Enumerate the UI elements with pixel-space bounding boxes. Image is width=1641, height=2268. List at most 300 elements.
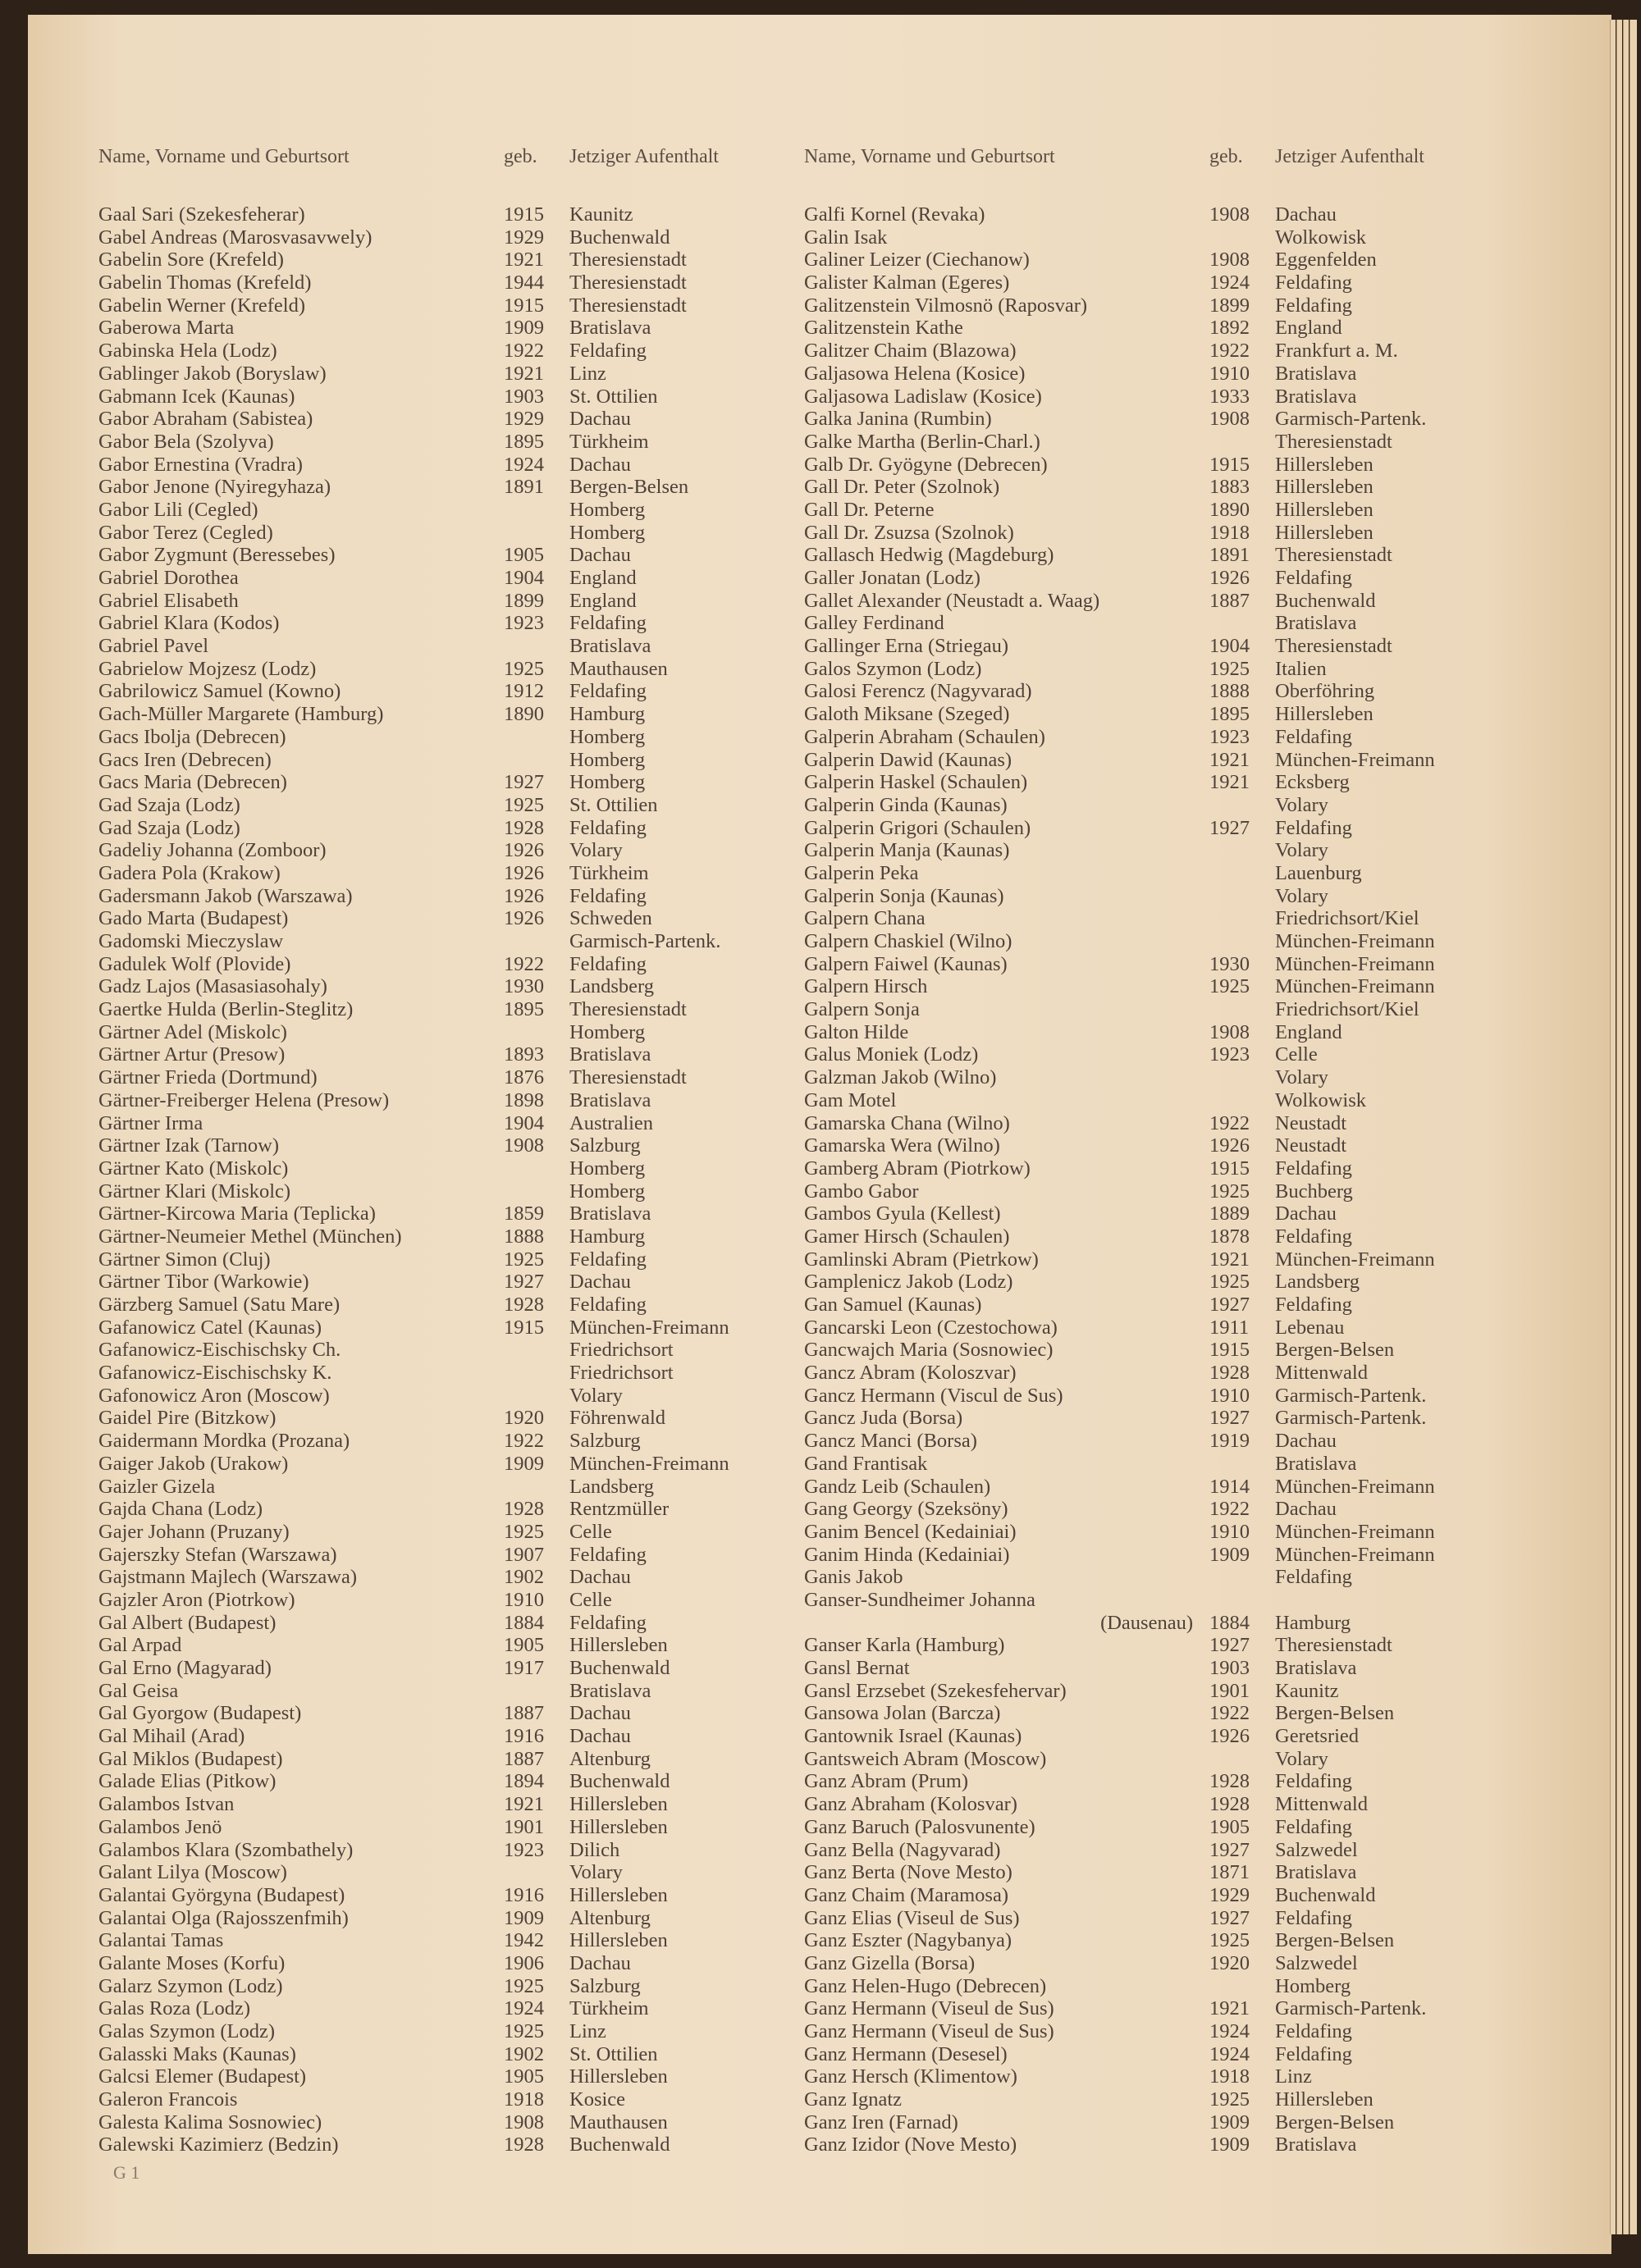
entry-residence: Mauthausen (569, 2111, 668, 2133)
entry-name: Galosi Ferencz (Nagyvarad) (804, 680, 1032, 703)
entry-birth-year: 1915 (1209, 1339, 1250, 1362)
table-row (98, 612, 820, 635)
entry-residence: Bergen-Belsen (1275, 1339, 1395, 1362)
entry-name: Galperin Ginda (Kaunas) (804, 793, 1008, 816)
entry-birth-year: 1906 (504, 1951, 544, 1974)
entry-residence: Landsberg (569, 975, 654, 998)
entry-name: Ganz Iren (Farnad) (804, 2111, 958, 2133)
table-row (804, 1566, 1526, 1589)
entry-residence: Homberg (569, 1157, 646, 1180)
entry-birth-year: 1926 (504, 884, 544, 907)
entry-residence: Feldafing (1275, 294, 1352, 317)
entry-birth-year: 1914 (1209, 1475, 1250, 1498)
table-row (804, 1816, 1526, 1839)
entry-residence: Salzwedel (1275, 1951, 1358, 1974)
entry-residence: Dachau (1275, 1430, 1337, 1453)
entry-name: Gabrielow Mojzesz (Lodz) (98, 657, 317, 680)
entry-birth-year: 1925 (1209, 1271, 1250, 1294)
entry-name: Gansowa Jolan (Barcza) (804, 1702, 1001, 1725)
entry-birth-year: 1916 (504, 1883, 544, 1906)
entry-residence: Bratislava (569, 1088, 651, 1111)
table-row (98, 1907, 820, 1930)
table-row (804, 839, 1526, 862)
entry-name: Ganz Abraham (Kolosvar) (804, 1793, 1017, 1816)
entry-name: Gabor Lili (Cegled) (98, 498, 258, 521)
table-row (804, 635, 1526, 658)
entry-name: Ganser-Sundheimer Johanna (804, 1588, 1035, 1611)
table-row (804, 680, 1526, 703)
table-row (98, 1816, 820, 1839)
entry-birth-year: 1928 (504, 1498, 544, 1521)
entry-residence: Celle (1275, 1043, 1318, 1066)
table-row (98, 1975, 820, 1998)
entry-name: Ganz Elias (Viseul de Sus) (804, 1906, 1020, 1929)
entry-name: Gajzler Aron (Piotrkow) (98, 1588, 295, 1611)
entry-birth-year: 1908 (504, 1134, 544, 1157)
entry-residence: Landsberg (569, 1475, 654, 1498)
entry-birth-year: 1922 (504, 952, 544, 975)
entry-name: Gal Erno (Magyarad) (98, 1657, 272, 1679)
entry-residence: Bergen-Belsen (1275, 1929, 1395, 1952)
entry-birth-year: 1928 (1209, 1770, 1250, 1793)
entry-residence: Theresienstadt (1275, 635, 1392, 658)
table-row (98, 1112, 820, 1135)
entry-birth-year: 1925 (504, 1248, 544, 1271)
entry-residence: Kaunitz (569, 203, 633, 226)
entry-residence: Feldafing (1275, 1815, 1352, 1838)
entry-birth-year: 1892 (1209, 317, 1250, 340)
entry-birth-year: 1924 (1209, 272, 1250, 294)
entry-residence: Bergen-Belsen (1275, 2111, 1395, 2133)
header-name: Name, Vorname und Geburtsort (98, 146, 350, 167)
entry-birth-year: 1908 (1209, 408, 1250, 431)
entry-residence: Feldafing (1275, 272, 1352, 294)
table-row (804, 1770, 1526, 1793)
entry-name: Galewski Kazimierz (Bedzin) (98, 2133, 339, 2156)
entry-birth-year: 1910 (1209, 1520, 1250, 1543)
table-row (804, 771, 1526, 794)
entry-residence: Altenburg (569, 1906, 651, 1929)
entry-birth-year: 1908 (504, 2111, 544, 2133)
table-row (98, 1521, 820, 1544)
entry-birth-year: 1902 (504, 2042, 544, 2065)
entry-birth-year: 1927 (504, 771, 544, 794)
entry-residence: Hillersleben (1275, 521, 1374, 544)
entry-birth-year: 1927 (1209, 1838, 1250, 1861)
entry-birth-year: 1898 (504, 1088, 544, 1111)
entry-name: Gadeliy Johanna (Zomboor) (98, 839, 327, 862)
entry-name: Galjasowa Ladislaw (Kosice) (804, 385, 1042, 408)
table-row (98, 1476, 820, 1499)
entry-residence: Feldafing (569, 1248, 647, 1271)
entry-birth-year: 1933 (1209, 385, 1250, 408)
entry-residence: Hillersleben (1275, 453, 1374, 476)
entry-residence: Friedrichsort/Kiel (1275, 907, 1419, 930)
table-row (98, 1021, 820, 1044)
entry-residence: Feldafing (569, 1543, 647, 1566)
entry-residence: Altenburg (569, 1747, 651, 1770)
table-row (98, 522, 820, 545)
entry-birth-year: 1928 (504, 816, 544, 839)
table-row (98, 817, 820, 840)
entry-name: Gabmann Icek (Kaunas) (98, 385, 295, 408)
entry-residence: Hillersleben (1275, 2088, 1374, 2111)
table-row (804, 2065, 1526, 2088)
table-row (804, 1248, 1526, 1271)
entry-name: Gand Frantisak (804, 1452, 928, 1475)
entry-residence: Dachau (569, 1271, 631, 1294)
entry-name: Gafanowicz-Eischischsky Ch. (98, 1339, 341, 1362)
entry-name: Galpern Hirsch (804, 975, 928, 998)
header-born: geb. (504, 146, 537, 167)
entry-name: Galperin Dawid (Kaunas) (804, 748, 1012, 771)
document-page (28, 15, 1611, 2254)
table-row (98, 1861, 820, 1884)
entry-list (804, 203, 1526, 2156)
entry-birth-year: 1910 (1209, 1384, 1250, 1407)
entry-residence: Türkheim (569, 1997, 649, 2020)
entry-name: Gafanowicz Catel (Kaunas) (98, 1316, 322, 1339)
entry-birth-year: 1910 (504, 1588, 544, 1611)
entry-name: Gafonowicz Aron (Moscow) (98, 1384, 330, 1407)
entry-name: Gad Szaja (Lodz) (98, 816, 240, 839)
entry-residence: Hamburg (569, 1225, 646, 1248)
entry-residence: Celle (569, 1520, 612, 1543)
entry-name: Gabelin Werner (Krefeld) (98, 294, 305, 317)
table-row (804, 203, 1526, 226)
entry-residence: Feldafing (569, 952, 647, 975)
entry-birth-year: 1895 (504, 998, 544, 1021)
table-row (804, 1975, 1526, 1998)
table-row (804, 1929, 1526, 1952)
entry-residence: Feldafing (1275, 2020, 1352, 2042)
entry-birth-year: 1925 (504, 1520, 544, 1543)
entry-name: Galka Janina (Rumbin) (804, 408, 992, 431)
entry-name: Gärtner Klari (Miskolc) (98, 1180, 291, 1202)
entry-name: Ganis Jakob (804, 1566, 903, 1589)
table-row (804, 499, 1526, 522)
table-row (804, 1271, 1526, 1294)
entry-name: Galzman Jakob (Wilno) (804, 1066, 997, 1089)
entry-residence: Feldafing (569, 884, 647, 907)
table-row (804, 726, 1526, 749)
entry-name: Gambo Gabor (804, 1180, 919, 1202)
table-row (804, 1884, 1526, 1907)
entry-birth-year: 1904 (504, 567, 544, 589)
entry-residence: Bratislava (569, 1202, 651, 1225)
entry-birth-year: 1927 (1209, 1407, 1250, 1430)
entry-name: Gamarska Wera (Wilno) (804, 1134, 1000, 1157)
entry-residence: Kaunitz (1275, 1679, 1339, 1702)
header-residence: Jetziger Aufenthalt (569, 146, 719, 167)
entry-birth-year: 1909 (504, 1452, 544, 1475)
entry-name: Galante Moses (Korfu) (98, 1951, 286, 1974)
table-row (804, 975, 1526, 998)
entry-name: Galiner Leizer (Ciechanow) (804, 249, 1030, 272)
entry-birth-year: 1928 (1209, 1362, 1250, 1385)
entry-residence: England (1275, 317, 1342, 340)
entry-name: Gabor Abraham (Sabistea) (98, 408, 313, 431)
table-row (98, 1157, 820, 1180)
entry-name: Gärzberg Samuel (Satu Mare) (98, 1294, 341, 1316)
entry-residence: München-Freimann (569, 1316, 729, 1339)
entry-residence: Hillersleben (569, 2065, 668, 2088)
entry-birth-year: 1925 (504, 2020, 544, 2042)
table-row (98, 340, 820, 363)
table-row (804, 998, 1526, 1021)
entry-residence: Buchenwald (569, 1657, 670, 1679)
entry-residence: Dachau (569, 1951, 631, 1974)
entry-name: Gadulek Wolf (Plovide) (98, 952, 291, 975)
table-row (98, 839, 820, 862)
entry-name: Galperin Sonja (Kaunas) (804, 884, 1004, 907)
entry-name: Gall Dr. Peter (Szolnok) (804, 476, 1000, 499)
entry-name: Galambos Klara (Szombathely) (98, 1838, 354, 1861)
entry-residence: Feldafing (569, 1611, 647, 1634)
entry-birth-year: 1909 (504, 317, 544, 340)
entry-residence: Volary (569, 839, 623, 862)
table-row (804, 907, 1526, 930)
entry-birth-year: 1921 (1209, 748, 1250, 771)
entry-residence: München-Freimann (1275, 930, 1435, 952)
header-born: geb. (1209, 146, 1243, 167)
entry-birth-year: 1895 (1209, 703, 1250, 726)
entry-name: Gal Gyorgow (Budapest) (98, 1702, 302, 1725)
entry-name: Gabriel Dorothea (98, 567, 239, 589)
table-row (98, 1702, 820, 1725)
entry-birth-year: 1891 (1209, 544, 1250, 567)
entry-name: Ganz Hermann (Desesel) (804, 2042, 1008, 2065)
entry-name: Galos Szymon (Lodz) (804, 657, 982, 680)
entry-birth-year: 1893 (504, 1043, 544, 1066)
entry-name: Galantai Györgyna (Budapest) (98, 1883, 345, 1906)
entry-name: Gach-Müller Margarete (Hamburg) (98, 703, 384, 726)
entry-name: Gaberowa Marta (98, 317, 235, 340)
table-row (98, 1997, 820, 2020)
entry-name: Gärtner Irma (98, 1111, 203, 1134)
table-row (98, 1202, 820, 1225)
entry-name: Gamberg Abram (Piotrkow) (804, 1157, 1031, 1180)
table-row (804, 1839, 1526, 1862)
entry-birth-year: 1924 (1209, 2020, 1250, 2042)
entry-residence: Dachau (569, 544, 631, 567)
entry-birth-year: 1887 (504, 1702, 544, 1725)
entry-birth-year: 1925 (1209, 1180, 1250, 1202)
entry-birth-year: 1905 (504, 544, 544, 567)
entry-birth-year: 1878 (1209, 1225, 1250, 1248)
entry-birth-year: 1929 (504, 226, 544, 249)
entry-residence: München-Freimann (1275, 1475, 1435, 1498)
entry-name: Galas Roza (Lodz) (98, 1997, 251, 2020)
entry-name: Gambos Gyula (Kellest) (804, 1202, 1001, 1225)
entry-birth-year: 1907 (504, 1543, 544, 1566)
entry-name: Gantownik Israel (Kaunas) (804, 1725, 1022, 1748)
entry-residence: Türkheim (569, 861, 649, 884)
entry-birth-year: 1887 (1209, 589, 1250, 612)
entry-birth-year: 1901 (504, 1815, 544, 1838)
table-row (804, 1793, 1526, 1816)
table-row (98, 930, 820, 953)
entry-residence: Linz (569, 362, 606, 385)
entry-birth-year: 1895 (504, 430, 544, 453)
entry-birth-year: 1890 (1209, 498, 1250, 521)
table-row (98, 249, 820, 272)
entry-birth-year: 1923 (504, 612, 544, 635)
entry-residence: Bergen-Belsen (1275, 1702, 1395, 1725)
entry-birth-year: 1923 (1209, 1043, 1250, 1066)
table-row (804, 1202, 1526, 1225)
entry-residence: Homberg (569, 771, 646, 794)
entry-birth-year: 1921 (1209, 771, 1250, 794)
entry-residence: Bratislava (569, 635, 651, 658)
entry-birth-year: 1884 (1209, 1611, 1250, 1634)
entry-residence: Bergen-Belsen (569, 476, 689, 499)
entry-birth-year: 1926 (504, 907, 544, 930)
table-row (98, 1248, 820, 1271)
entry-birth-year: 1922 (1209, 1702, 1250, 1725)
table-row (98, 2065, 820, 2088)
entry-name: Galambos Jenö (98, 1815, 222, 1838)
entry-birth-year: 1911 (1209, 1316, 1250, 1339)
entry-name: Gal Arpad (98, 1634, 182, 1657)
entry-birth-year: 1915 (1209, 1157, 1250, 1180)
entry-name: Galoth Miksane (Szeged) (804, 703, 1010, 726)
entry-name: Ganz Hermann (Viseul de Sus) (804, 2020, 1054, 2042)
table-row (804, 1544, 1526, 1567)
entry-residence: Dilich (569, 1838, 620, 1861)
entry-birth-year: 1908 (1209, 1020, 1250, 1043)
entry-name: Gärtner Artur (Presow) (98, 1043, 286, 1066)
entry-birth-year: 1918 (1209, 2065, 1250, 2088)
table-row (804, 1134, 1526, 1157)
entry-name: Ganser Karla (Hamburg) (804, 1634, 1005, 1657)
entry-birth-year: 1903 (1209, 1657, 1250, 1679)
entry-residence: Celle (569, 1588, 612, 1611)
table-row (98, 680, 820, 703)
table-row (98, 363, 820, 386)
entry-residence: England (569, 589, 637, 612)
entry-residence: Feldafing (569, 612, 647, 635)
table-row (804, 1453, 1526, 1476)
table-row (98, 1884, 820, 1907)
entry-name: Galade Elias (Pitkow) (98, 1770, 277, 1793)
entry-residence: Bratislava (569, 1679, 651, 1702)
entry-birth-year: 1923 (504, 1838, 544, 1861)
entry-birth-year: 1923 (1209, 725, 1250, 748)
table-row (804, 294, 1526, 317)
table-row (804, 272, 1526, 294)
entry-residence: Feldafing (1275, 2042, 1352, 2065)
entry-residence: Feldafing (569, 680, 647, 703)
entry-name: Gamplenicz Jakob (Lodz) (804, 1271, 1013, 1294)
entry-birth-year: 1944 (504, 272, 544, 294)
entry-residence: Feldafing (569, 816, 647, 839)
entry-name: Gaertke Hulda (Berlin-Steglitz) (98, 998, 354, 1021)
entry-birth-year: 1929 (504, 408, 544, 431)
entry-name: Galperin Manja (Kaunas) (804, 839, 1010, 862)
entry-birth-year: 1910 (1209, 362, 1250, 385)
entry-residence: Volary (1275, 1747, 1328, 1770)
entry-birth-year: 1909 (1209, 1543, 1250, 1566)
entry-residence: Homberg (569, 725, 646, 748)
entry-residence: Buchenwald (569, 2133, 670, 2156)
entry-birth-year: 1927 (1209, 1634, 1250, 1657)
entry-birth-year: 1921 (504, 249, 544, 272)
table-row (98, 2133, 820, 2156)
table-row (804, 1748, 1526, 1771)
entry-birth-year: 1904 (1209, 635, 1250, 658)
entry-residence: St. Ottilien (569, 385, 658, 408)
table-row (804, 1385, 1526, 1408)
table-row (98, 1748, 820, 1771)
entry-name: Gansl Bernat (804, 1657, 910, 1679)
table-row (804, 2133, 1526, 2156)
entry-birth-year: 1909 (1209, 2111, 1250, 2133)
page-edge (1610, 20, 1616, 2234)
entry-name: Galesta Kalima Sosnowiec) (98, 2111, 322, 2133)
entry-name: Gärtner Kato (Miskolc) (98, 1157, 289, 1180)
entry-residence: Volary (1275, 839, 1328, 862)
entry-residence: Geretsried (1275, 1725, 1360, 1748)
entry-residence: Salzburg (569, 1134, 641, 1157)
entry-residence: Buchenwald (1275, 1883, 1376, 1906)
entry-birth-year: 1921 (1209, 1248, 1250, 1271)
table-row (804, 1952, 1526, 1975)
entry-birth-year: 1859 (504, 1202, 544, 1225)
entry-residence: Lauenburg (1275, 861, 1362, 884)
table-row (804, 658, 1526, 681)
entry-name: Galton Hilde (804, 1020, 909, 1043)
entry-birth-year: 1902 (504, 1566, 544, 1589)
entry-residence: Volary (1275, 884, 1328, 907)
entry-residence: Hillersleben (569, 1793, 668, 1816)
entry-name: Gärtner Adel (Miskolc) (98, 1020, 287, 1043)
entry-name: Gärtner Tibor (Warkowie) (98, 1271, 309, 1294)
table-row (804, 386, 1526, 408)
entry-birth-year: 1908 (1209, 203, 1250, 226)
entry-residence: Salzburg (569, 1430, 641, 1453)
table-row (804, 1021, 1526, 1044)
table-row (98, 907, 820, 930)
entry-name: Gallet Alexander (Neustadt a. Waag) (804, 589, 1100, 612)
entry-name: Gabor Bela (Szolyva) (98, 430, 274, 453)
entry-name: Ganim Bencel (Kedainiai) (804, 1520, 1017, 1543)
table-row (98, 1952, 820, 1975)
table-row (98, 1770, 820, 1793)
table-row (804, 1657, 1526, 1680)
entry-birth-year: 1871 (1209, 1861, 1250, 1884)
entry-residence: Bratislava (569, 317, 651, 340)
entry-name: Gabelin Thomas (Krefeld) (98, 272, 312, 294)
table-row (98, 749, 820, 772)
entry-name: Galasski Maks (Kaunas) (98, 2042, 296, 2065)
table-row (98, 1089, 820, 1112)
entry-residence: Homberg (569, 748, 646, 771)
entry-name: Galperin Peka (804, 861, 919, 884)
entry-birth-year: 1927 (504, 1271, 544, 1294)
table-row (98, 454, 820, 477)
entry-name: Galitzenstein Kathe (804, 317, 963, 340)
table-row (804, 1430, 1526, 1453)
entry-birth-year: 1924 (504, 1997, 544, 2020)
entry-residence: Garmisch-Partenk. (1275, 1997, 1427, 2020)
table-row (98, 567, 820, 590)
table-row (98, 998, 820, 1021)
entry-residence: Bratislava (1275, 2133, 1357, 2156)
entry-birth-year: 1928 (504, 1294, 544, 1316)
table-row (98, 1839, 820, 1862)
entry-residence: Bratislava (1275, 362, 1357, 385)
